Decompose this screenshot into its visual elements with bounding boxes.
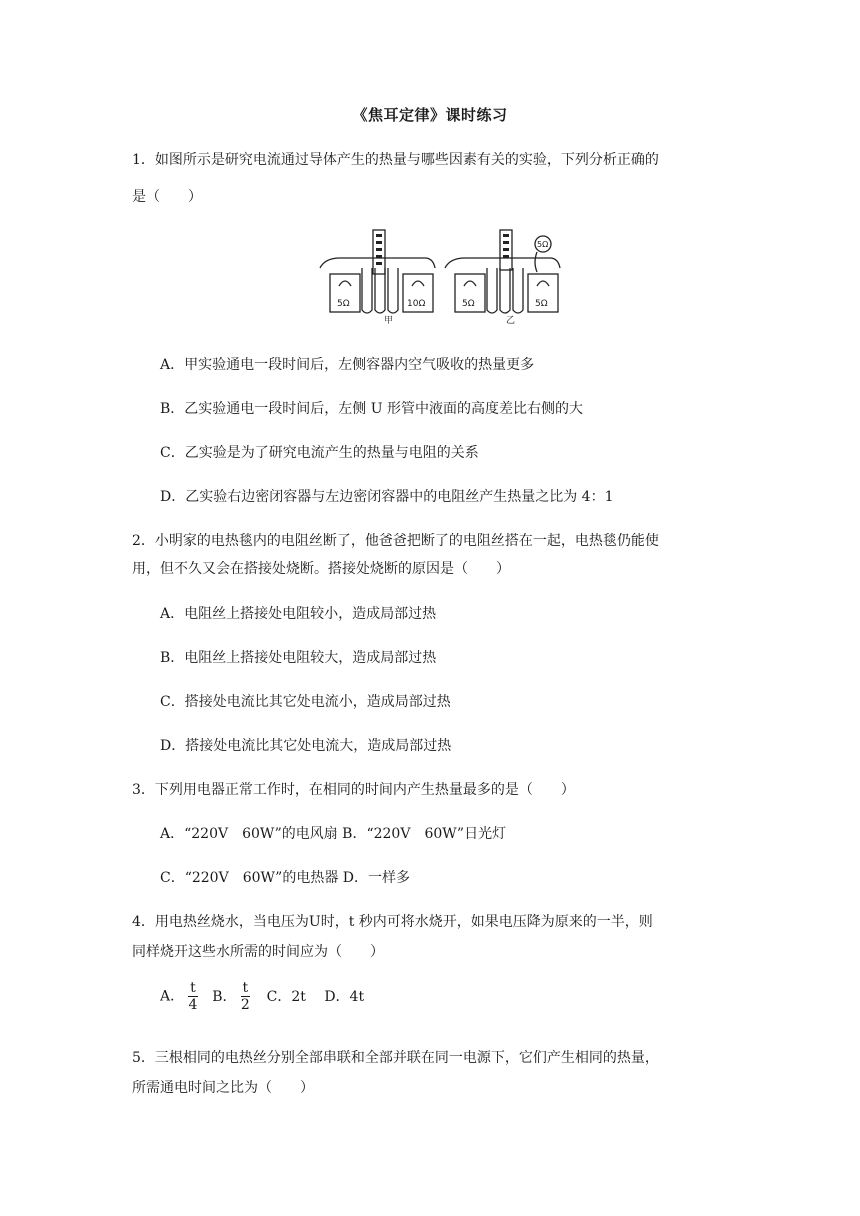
left-apparatus-label: 甲 [384,316,394,324]
q2-option-b: B．电阻丝上搭接处电阻较大，造成局部过热 [160,650,437,666]
right-extra-resistor-label: 5Ω [537,240,549,249]
q4-option-b-denominator: 2 [240,997,250,1013]
q4-option-c: C．2t [266,988,306,1005]
q4-option-a-denominator: 4 [188,997,198,1013]
q1-figure [315,228,565,324]
q1-option-c: C．乙实验是为了研究电流产生的热量与电阻的关系 [160,445,479,461]
q2-stem-line1: 2．小明家的电热毯内的电阻丝断了，他爸爸把断了的电阻丝搭在一起，电热毯仍能使 [132,533,659,549]
q3-options-line2: C．“220V 60W”的电热器 D．一样多 [160,870,410,886]
right-coil-b [537,281,549,286]
right-extra-wire [535,252,537,272]
right-resistor-b-label: 5Ω [535,299,548,309]
right-apparatus-label: 乙 [506,316,516,324]
q4-option-a-numerator: t [190,980,196,996]
right-u-tube-2 [500,268,510,313]
q2-option-c: C．搭接处电流比其它处电流小，造成局部过热 [160,694,451,710]
left-coil-a [339,281,351,286]
q4-stem-line1: 4．用电热丝烧水，当电压为U时，t 秒内可将水烧开，如果电压降为原来的一半，则 [132,914,653,930]
q2-option-d: D．搭接处电流比其它处电流大，造成局部过热 [160,738,452,754]
q4-option-b-label: B． [212,988,237,1005]
left-resistor-a-label: 5Ω [337,299,350,309]
right-coil-a [464,281,476,286]
q3-options-line1: A．“220V 60W”的电风扇 B．“220V 60W”日光灯 [160,826,507,842]
right-resistor-a-label: 5Ω [462,299,475,309]
q5-stem-line2: 所需通电时间之比为（ ） [132,1080,314,1096]
right-top-wire [445,258,560,268]
left-u-tube-2 [375,268,385,313]
q4-option-d: D．4t [324,988,365,1005]
q4-option-b-fraction [241,980,251,1013]
q1-option-b: B．乙实验通电一段时间后，左侧 U 形管中液面的高度差比右侧的大 [160,401,583,417]
q4-option-a-fraction [188,980,198,1013]
q5-stem-line1: 5．三根相同的电热丝分别全部串联和全部并联在同一电源下，它们产生相同的热量， [132,1050,659,1066]
q1-option-a: A．甲实验通电一段时间后，左侧容器内空气吸收的热量更多 [160,357,535,373]
q1-stem-line2: 是（ ） [132,189,202,205]
q4-options [160,980,364,1013]
left-resistor-b-label: 10Ω [407,299,426,309]
right-u-tube-3 [513,268,523,313]
q3-stem: 3．下列用电器正常工作时，在相同的时间内产生热量最多的是（ ） [132,782,575,798]
right-u-tube-1 [487,268,497,313]
q2-option-a: A．电阻丝上搭接处电阻较小，造成局部过热 [160,606,437,622]
left-u-tube-1 [362,268,372,313]
q4-option-a-label: A． [160,988,185,1005]
q1-stem-line1: 1．如图所示是研究电流通过导体产生的热量与哪些因素有关的实验，下列分析正确的 [132,152,659,168]
page-title: 《焦耳定律》课时练习 [352,106,508,124]
left-u-tube-3 [388,268,398,313]
left-coil-b [412,281,424,286]
q2-stem-line2: 用，但不久又会在搭接处烧断。搭接处烧断的原因是（ ） [132,561,510,577]
q1-option-d: D．乙实验右边密闭容器与左边密闭容器中的电阻丝产生热量之比为 4：1 [160,489,614,505]
q4-option-b-numerator: t [242,980,249,996]
joule-experiment-diagram [315,228,565,324]
q4-stem-line2: 同样烧开这些水所需的时间应为（ ） [132,944,384,960]
